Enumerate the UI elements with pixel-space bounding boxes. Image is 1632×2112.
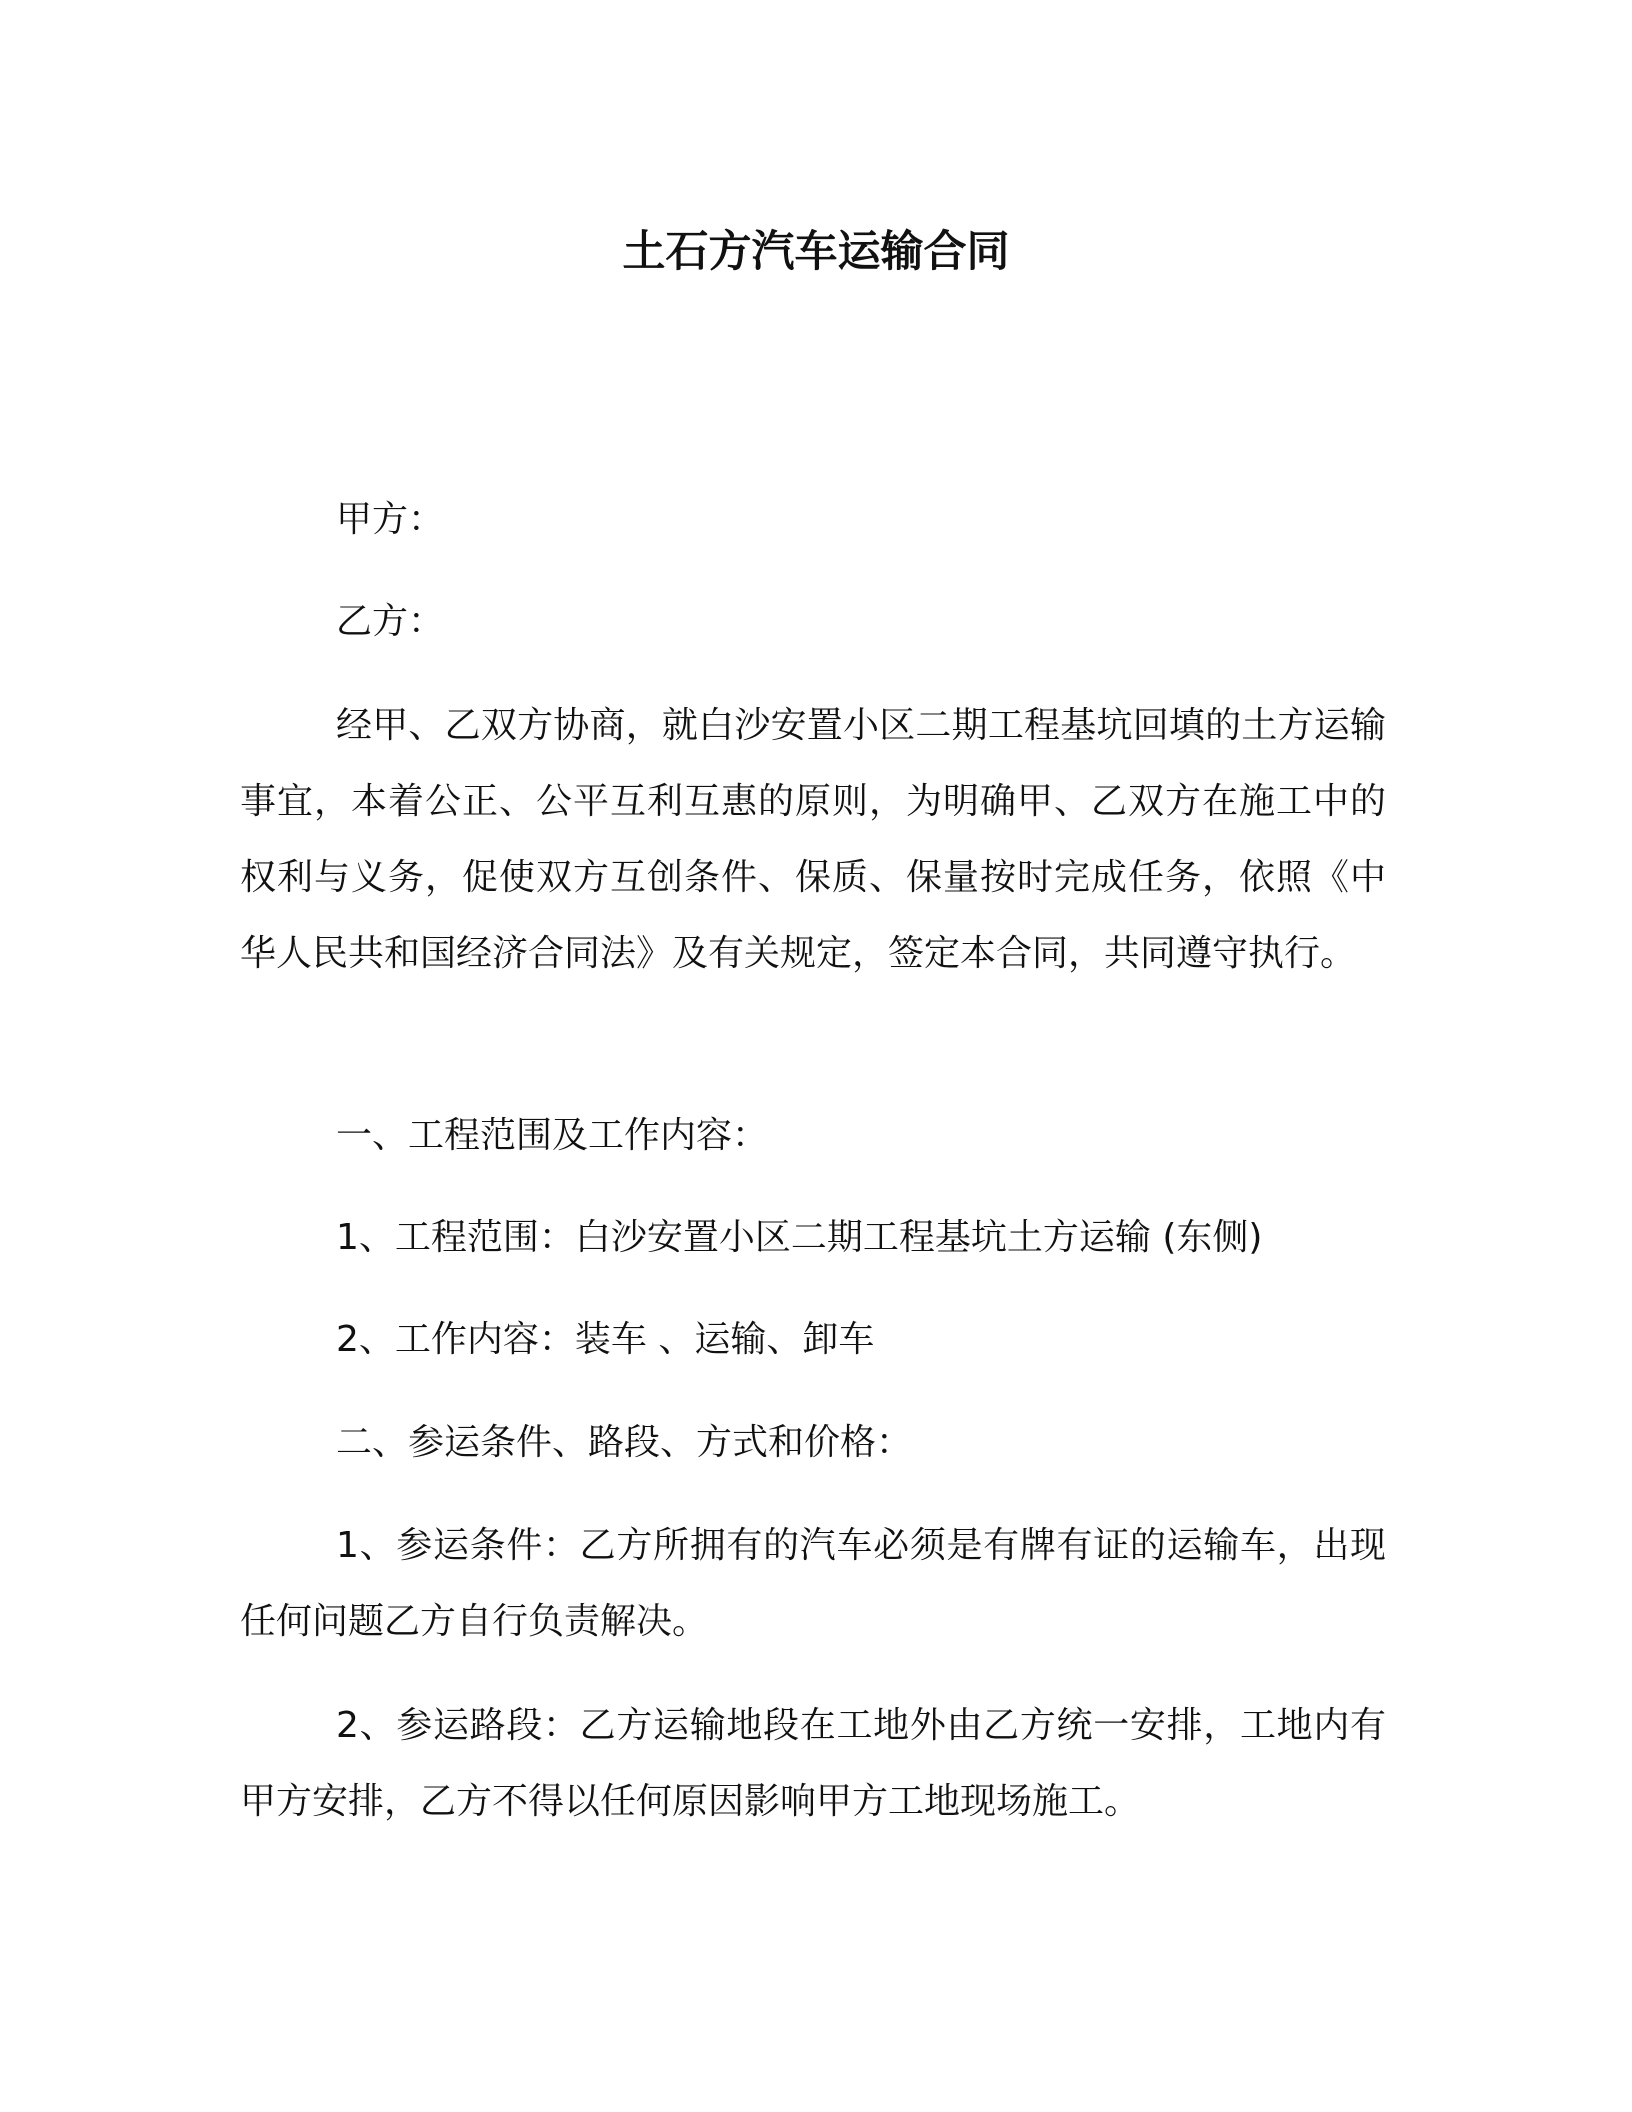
section-2-item-1: 1、参运条件：乙方所拥有的汽车必须是有牌有证的运输车，出现任何问题乙方自行负责解决。 bbox=[240, 1525, 1386, 1642]
party-a-label: 甲方： bbox=[336, 499, 445, 540]
intro-paragraph: 经甲、乙双方协商，就白沙安置小区二期工程基坑回填的土方运输事宜，本着公正、公平互利互惠的原则，为明确甲、乙双方在施工中的权利与义务，促使双方互创条件、保质、保量按时完成任务，依照《中华人民共和国经济合同法》及有关规定，签定本合同，共同遵守执行。 bbox=[240, 705, 1386, 974]
section-1-item-1: 1、工程范围：白沙安置小区二期工程基坑土方运输 (东侧) bbox=[336, 1217, 1263, 1258]
section-1-heading: 一、工程范围及工作内容： bbox=[336, 1115, 769, 1156]
section-1-item-2: 2、工作内容：装车 、运输、卸车 bbox=[336, 1319, 875, 1360]
party-b-label: 乙方： bbox=[336, 601, 445, 642]
section-2-heading: 二、参运条件、路段、方式和价格： bbox=[336, 1422, 913, 1463]
document-title: 土石方汽车运输合同 bbox=[622, 227, 1010, 277]
section-2-item-2: 2、参运路段：乙方运输地段在工地外由乙方统一安排，工地内有甲方安排，乙方不得以任何原因影响甲方工地现场施工。 bbox=[240, 1705, 1386, 1822]
